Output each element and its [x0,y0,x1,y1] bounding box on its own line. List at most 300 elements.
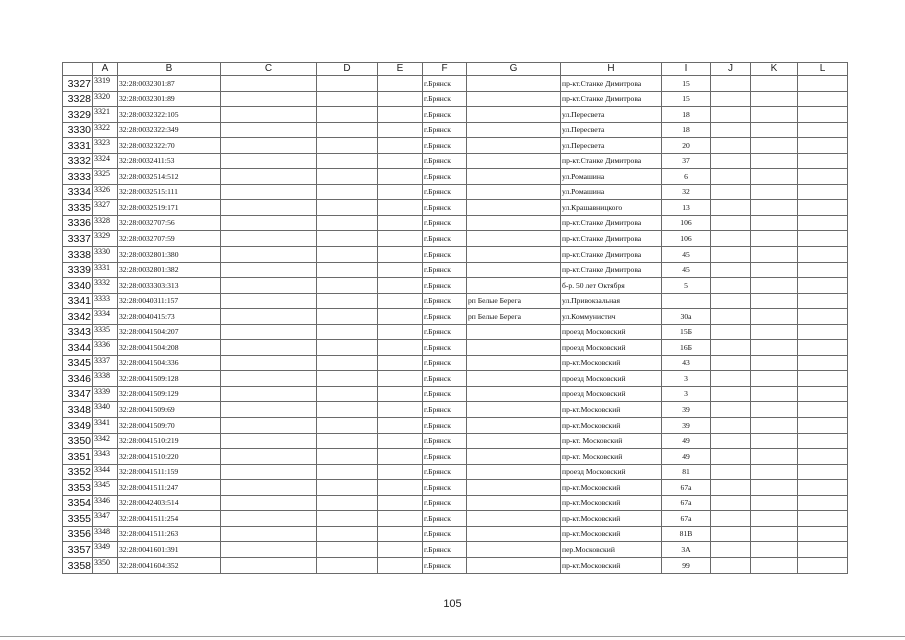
cell-c-empty[interactable] [221,138,317,154]
cell-cadastral-number[interactable]: 32:28:0040415:73 [118,309,221,325]
cell-settlement[interactable] [467,355,561,371]
cell-k-empty[interactable] [751,247,798,263]
cell-c-empty[interactable] [221,480,317,496]
cell-l-empty[interactable] [798,340,848,356]
cell-house-number[interactable]: 30а [662,309,711,325]
row-number[interactable]: 3337 [63,231,93,247]
cell-house-number[interactable]: 18 [662,122,711,138]
cell-settlement[interactable] [467,371,561,387]
cell-cadastral-number[interactable]: 32:28:0032707:59 [118,231,221,247]
cell-city[interactable]: г.Брянск [423,215,467,231]
cell-j-empty[interactable] [711,91,751,107]
cell-j-empty[interactable] [711,153,751,169]
cell-street[interactable]: пр-кт.Московский [561,418,662,434]
cell-city[interactable]: г.Брянск [423,433,467,449]
cell-house-number[interactable]: 20 [662,138,711,154]
cell-c-empty[interactable] [221,309,317,325]
cell-j-empty[interactable] [711,169,751,185]
cell-d-empty[interactable] [317,215,378,231]
cell-d-empty[interactable] [317,480,378,496]
cell-e-empty[interactable] [378,262,423,278]
cell-city[interactable]: г.Брянск [423,511,467,527]
row-number[interactable]: 3330 [63,122,93,138]
cell-index[interactable]: 3334 [93,309,118,325]
cell-settlement[interactable] [467,433,561,449]
row-number[interactable]: 3354 [63,495,93,511]
cell-c-empty[interactable] [221,464,317,480]
cell-d-empty[interactable] [317,293,378,309]
cell-k-empty[interactable] [751,200,798,216]
cell-cadastral-number[interactable]: 32:28:0032519:171 [118,200,221,216]
cell-index[interactable]: 3343 [93,449,118,465]
cell-j-empty[interactable] [711,449,751,465]
cell-city[interactable]: г.Брянск [423,371,467,387]
cell-l-empty[interactable] [798,542,848,558]
cell-cadastral-number[interactable]: 32:28:0041511:159 [118,464,221,480]
cell-c-empty[interactable] [221,324,317,340]
cell-e-empty[interactable] [378,511,423,527]
cell-city[interactable]: г.Брянск [423,262,467,278]
cell-house-number[interactable]: 3 [662,386,711,402]
cell-street[interactable]: проезд Московский [561,464,662,480]
cell-e-empty[interactable] [378,247,423,263]
cell-j-empty[interactable] [711,355,751,371]
cell-cadastral-number[interactable]: 32:28:0032322:70 [118,138,221,154]
row-number[interactable]: 3331 [63,138,93,154]
cell-c-empty[interactable] [221,449,317,465]
cell-d-empty[interactable] [317,76,378,92]
cell-l-empty[interactable] [798,200,848,216]
cell-k-empty[interactable] [751,340,798,356]
row-number[interactable]: 3352 [63,464,93,480]
cell-street[interactable]: пр-кт.Станке Димитрова [561,231,662,247]
cell-d-empty[interactable] [317,511,378,527]
cell-d-empty[interactable] [317,433,378,449]
cell-l-empty[interactable] [798,324,848,340]
cell-j-empty[interactable] [711,511,751,527]
cell-house-number[interactable]: 106 [662,231,711,247]
cell-e-empty[interactable] [378,433,423,449]
cell-k-empty[interactable] [751,76,798,92]
cell-street[interactable]: пр-кт.Московский [561,511,662,527]
cell-e-empty[interactable] [378,449,423,465]
cell-city[interactable]: г.Брянск [423,200,467,216]
column-header-f[interactable]: F [423,63,467,76]
cell-street[interactable]: проезд Московский [561,324,662,340]
cell-d-empty[interactable] [317,542,378,558]
cell-l-empty[interactable] [798,107,848,123]
cell-city[interactable]: г.Брянск [423,153,467,169]
cell-settlement[interactable] [467,386,561,402]
cell-d-empty[interactable] [317,495,378,511]
cell-c-empty[interactable] [221,169,317,185]
cell-settlement[interactable] [467,247,561,263]
cell-house-number[interactable]: 15Б [662,324,711,340]
cell-city[interactable]: г.Брянск [423,231,467,247]
cell-index[interactable]: 3350 [93,557,118,573]
cell-street[interactable]: ул.Пересвета [561,122,662,138]
cell-city[interactable]: г.Брянск [423,464,467,480]
row-number[interactable]: 3332 [63,153,93,169]
cell-cadastral-number[interactable]: 32:28:0041504:336 [118,355,221,371]
cell-index[interactable]: 3322 [93,122,118,138]
cell-street[interactable]: пр-кт.Московский [561,495,662,511]
cell-c-empty[interactable] [221,557,317,573]
cell-settlement[interactable] [467,402,561,418]
cell-index[interactable]: 3346 [93,495,118,511]
cell-e-empty[interactable] [378,107,423,123]
cell-l-empty[interactable] [798,495,848,511]
cell-city[interactable]: г.Брянск [423,107,467,123]
cell-e-empty[interactable] [378,122,423,138]
cell-index[interactable]: 3326 [93,184,118,200]
cell-k-empty[interactable] [751,355,798,371]
cell-city[interactable]: г.Брянск [423,418,467,434]
cell-e-empty[interactable] [378,76,423,92]
cell-e-empty[interactable] [378,526,423,542]
cell-cadastral-number[interactable]: 32:28:0040311:157 [118,293,221,309]
cell-l-empty[interactable] [798,511,848,527]
cell-l-empty[interactable] [798,293,848,309]
cell-e-empty[interactable] [378,324,423,340]
cell-l-empty[interactable] [798,262,848,278]
cell-house-number[interactable]: 15 [662,91,711,107]
cell-city[interactable]: г.Брянск [423,324,467,340]
column-header-j[interactable]: J [711,63,751,76]
cell-index[interactable]: 3341 [93,418,118,434]
cell-street[interactable]: пр-кт.Московский [561,557,662,573]
cell-k-empty[interactable] [751,402,798,418]
cell-index[interactable]: 3337 [93,355,118,371]
cell-l-empty[interactable] [798,480,848,496]
cell-d-empty[interactable] [317,200,378,216]
cell-j-empty[interactable] [711,324,751,340]
column-header-h[interactable]: H [561,63,662,76]
cell-c-empty[interactable] [221,340,317,356]
cell-d-empty[interactable] [317,278,378,294]
cell-city[interactable]: г.Брянск [423,526,467,542]
cell-street[interactable]: пр-кт.Станке Димитрова [561,247,662,263]
cell-k-empty[interactable] [751,557,798,573]
cell-j-empty[interactable] [711,184,751,200]
cell-j-empty[interactable] [711,262,751,278]
cell-index[interactable]: 3327 [93,200,118,216]
cell-street[interactable]: проезд Московский [561,371,662,387]
row-number[interactable]: 3336 [63,215,93,231]
cell-settlement[interactable] [467,526,561,542]
cell-city[interactable]: г.Брянск [423,386,467,402]
cell-house-number[interactable]: 45 [662,247,711,263]
cell-settlement[interactable] [467,231,561,247]
cell-house-number[interactable]: 81В [662,526,711,542]
cell-j-empty[interactable] [711,138,751,154]
cell-j-empty[interactable] [711,309,751,325]
cell-e-empty[interactable] [378,371,423,387]
cell-d-empty[interactable] [317,386,378,402]
cell-house-number[interactable]: 6 [662,169,711,185]
cell-settlement[interactable] [467,495,561,511]
cell-index[interactable]: 3347 [93,511,118,527]
cell-city[interactable]: г.Брянск [423,122,467,138]
row-number[interactable]: 3341 [63,293,93,309]
cell-k-empty[interactable] [751,511,798,527]
cell-house-number[interactable]: 106 [662,215,711,231]
cell-e-empty[interactable] [378,293,423,309]
cell-settlement[interactable] [467,138,561,154]
cell-e-empty[interactable] [378,480,423,496]
cell-k-empty[interactable] [751,542,798,558]
cell-c-empty[interactable] [221,153,317,169]
cell-c-empty[interactable] [221,262,317,278]
cell-e-empty[interactable] [378,278,423,294]
cell-k-empty[interactable] [751,371,798,387]
cell-k-empty[interactable] [751,278,798,294]
cell-house-number[interactable] [662,293,711,309]
cell-house-number[interactable]: 49 [662,433,711,449]
cell-city[interactable]: г.Брянск [423,309,467,325]
row-number[interactable]: 3351 [63,449,93,465]
cell-c-empty[interactable] [221,184,317,200]
cell-k-empty[interactable] [751,386,798,402]
cell-settlement[interactable] [467,278,561,294]
cell-street[interactable]: пр-кт. Московский [561,449,662,465]
cell-j-empty[interactable] [711,480,751,496]
cell-c-empty[interactable] [221,278,317,294]
cell-e-empty[interactable] [378,309,423,325]
cell-cadastral-number[interactable]: 32:28:0041509:70 [118,418,221,434]
cell-j-empty[interactable] [711,495,751,511]
cell-e-empty[interactable] [378,340,423,356]
cell-j-empty[interactable] [711,402,751,418]
row-number[interactable]: 3355 [63,511,93,527]
row-number[interactable]: 3344 [63,340,93,356]
cell-street[interactable]: ул.Пересвета [561,138,662,154]
cell-index[interactable]: 3320 [93,91,118,107]
cell-e-empty[interactable] [378,215,423,231]
cell-settlement[interactable] [467,122,561,138]
cell-l-empty[interactable] [798,402,848,418]
cell-index[interactable]: 3333 [93,293,118,309]
cell-house-number[interactable]: 13 [662,200,711,216]
cell-j-empty[interactable] [711,542,751,558]
row-number[interactable]: 3349 [63,418,93,434]
cell-c-empty[interactable] [221,371,317,387]
cell-settlement[interactable] [467,340,561,356]
cell-city[interactable]: г.Брянск [423,91,467,107]
cell-index[interactable]: 3329 [93,231,118,247]
cell-e-empty[interactable] [378,355,423,371]
cell-street[interactable]: ул.Привокзальная [561,293,662,309]
cell-cadastral-number[interactable]: 32:28:0032301:89 [118,91,221,107]
cell-settlement[interactable] [467,418,561,434]
cell-l-empty[interactable] [798,184,848,200]
cell-house-number[interactable]: 45 [662,262,711,278]
cell-cadastral-number[interactable]: 32:28:0032411:53 [118,153,221,169]
cell-l-empty[interactable] [798,91,848,107]
cell-d-empty[interactable] [317,464,378,480]
cell-index[interactable]: 3335 [93,324,118,340]
cell-j-empty[interactable] [711,231,751,247]
cell-house-number[interactable]: 5 [662,278,711,294]
cell-d-empty[interactable] [317,402,378,418]
cell-l-empty[interactable] [798,309,848,325]
cell-l-empty[interactable] [798,433,848,449]
cell-l-empty[interactable] [798,278,848,294]
cell-house-number[interactable]: 32 [662,184,711,200]
cell-k-empty[interactable] [751,215,798,231]
cell-house-number[interactable]: 81 [662,464,711,480]
cell-settlement[interactable] [467,542,561,558]
cell-cadastral-number[interactable]: 32:28:0041504:207 [118,324,221,340]
cell-k-empty[interactable] [751,107,798,123]
row-number[interactable]: 3334 [63,184,93,200]
cell-street[interactable]: пр-кт.Станке Димитрова [561,215,662,231]
cell-l-empty[interactable] [798,169,848,185]
cell-street[interactable]: пр-кт.Московский [561,526,662,542]
cell-d-empty[interactable] [317,449,378,465]
cell-city[interactable]: г.Брянск [423,340,467,356]
cell-street[interactable]: ул.Ромашина [561,184,662,200]
column-header-a[interactable]: A [93,63,118,76]
cell-street[interactable]: пр-кт. Московский [561,433,662,449]
cell-e-empty[interactable] [378,386,423,402]
cell-e-empty[interactable] [378,138,423,154]
row-number[interactable]: 3338 [63,247,93,263]
cell-house-number[interactable]: 99 [662,557,711,573]
cell-l-empty[interactable] [798,153,848,169]
cell-c-empty[interactable] [221,495,317,511]
cell-index[interactable]: 3319 [93,76,118,92]
cell-cadastral-number[interactable]: 32:28:0041511:254 [118,511,221,527]
cell-street[interactable]: б-р. 50 лет Октября [561,278,662,294]
cell-l-empty[interactable] [798,122,848,138]
cell-house-number[interactable]: 43 [662,355,711,371]
cell-k-empty[interactable] [751,138,798,154]
column-header-l[interactable]: L [798,63,848,76]
cell-e-empty[interactable] [378,169,423,185]
row-number[interactable]: 3345 [63,355,93,371]
cell-city[interactable]: г.Брянск [423,480,467,496]
cell-e-empty[interactable] [378,153,423,169]
cell-cadastral-number[interactable]: 32:28:0041511:263 [118,526,221,542]
corner-header-cell[interactable] [63,63,93,76]
cell-house-number[interactable]: 39 [662,402,711,418]
column-header-d[interactable]: D [317,63,378,76]
cell-house-number[interactable]: 16Б [662,340,711,356]
cell-street[interactable]: ул.Коммунистич [561,309,662,325]
cell-index[interactable]: 3325 [93,169,118,185]
cell-k-empty[interactable] [751,293,798,309]
cell-street[interactable]: пр-кт.Московский [561,355,662,371]
cell-street[interactable]: проезд Московский [561,340,662,356]
cell-settlement[interactable] [467,511,561,527]
cell-j-empty[interactable] [711,526,751,542]
cell-l-empty[interactable] [798,557,848,573]
cell-c-empty[interactable] [221,122,317,138]
cell-index[interactable]: 3340 [93,402,118,418]
cell-settlement[interactable]: рп Белые Берега [467,293,561,309]
cell-house-number[interactable]: 67а [662,511,711,527]
cell-cadastral-number[interactable]: 32:28:0041509:129 [118,386,221,402]
cell-k-empty[interactable] [751,309,798,325]
cell-cadastral-number[interactable]: 32:28:0041604:352 [118,557,221,573]
cell-k-empty[interactable] [751,464,798,480]
cell-d-empty[interactable] [317,153,378,169]
cell-d-empty[interactable] [317,122,378,138]
cell-cadastral-number[interactable]: 32:28:0041504:208 [118,340,221,356]
cell-e-empty[interactable] [378,495,423,511]
cell-k-empty[interactable] [751,262,798,278]
cell-d-empty[interactable] [317,557,378,573]
cell-j-empty[interactable] [711,122,751,138]
cell-k-empty[interactable] [751,231,798,247]
cell-k-empty[interactable] [751,184,798,200]
cell-j-empty[interactable] [711,278,751,294]
cell-city[interactable]: г.Брянск [423,76,467,92]
cell-k-empty[interactable] [751,122,798,138]
cell-d-empty[interactable] [317,340,378,356]
cell-cadastral-number[interactable]: 32:28:0032514:512 [118,169,221,185]
column-header-i[interactable]: I [662,63,711,76]
cell-c-empty[interactable] [221,215,317,231]
cell-d-empty[interactable] [317,371,378,387]
cell-d-empty[interactable] [317,262,378,278]
cell-street[interactable]: ул.Пересвета [561,107,662,123]
cell-l-empty[interactable] [798,371,848,387]
cell-c-empty[interactable] [221,293,317,309]
cell-k-empty[interactable] [751,480,798,496]
cell-cadastral-number[interactable]: 32:28:0041509:128 [118,371,221,387]
cell-index[interactable]: 3344 [93,464,118,480]
cell-d-empty[interactable] [317,91,378,107]
cell-e-empty[interactable] [378,542,423,558]
cell-index[interactable]: 3336 [93,340,118,356]
cell-index[interactable]: 3342 [93,433,118,449]
cell-index[interactable]: 3331 [93,262,118,278]
row-number[interactable]: 3333 [63,169,93,185]
cell-d-empty[interactable] [317,107,378,123]
column-header-e[interactable]: E [378,63,423,76]
cell-k-empty[interactable] [751,526,798,542]
cell-cadastral-number[interactable]: 32:28:0032301:87 [118,76,221,92]
cell-settlement[interactable] [467,184,561,200]
column-header-c[interactable]: C [221,63,317,76]
cell-city[interactable]: г.Брянск [423,542,467,558]
row-number[interactable]: 3357 [63,542,93,558]
cell-e-empty[interactable] [378,184,423,200]
row-number[interactable]: 3356 [63,526,93,542]
cell-city[interactable]: г.Брянск [423,169,467,185]
row-number[interactable]: 3340 [63,278,93,294]
cell-e-empty[interactable] [378,91,423,107]
cell-l-empty[interactable] [798,355,848,371]
cell-d-empty[interactable] [317,169,378,185]
cell-l-empty[interactable] [798,526,848,542]
cell-city[interactable]: г.Брянск [423,138,467,154]
cell-k-empty[interactable] [751,91,798,107]
cell-cadastral-number[interactable]: 32:28:0033303:313 [118,278,221,294]
cell-l-empty[interactable] [798,247,848,263]
cell-street[interactable]: пр-кт.Станке Димитрова [561,262,662,278]
cell-l-empty[interactable] [798,418,848,434]
cell-c-empty[interactable] [221,402,317,418]
cell-j-empty[interactable] [711,340,751,356]
row-number[interactable]: 3339 [63,262,93,278]
cell-cadastral-number[interactable]: 32:28:0032801:380 [118,247,221,263]
cell-e-empty[interactable] [378,557,423,573]
cell-j-empty[interactable] [711,433,751,449]
cell-street[interactable]: проезд Московский [561,386,662,402]
